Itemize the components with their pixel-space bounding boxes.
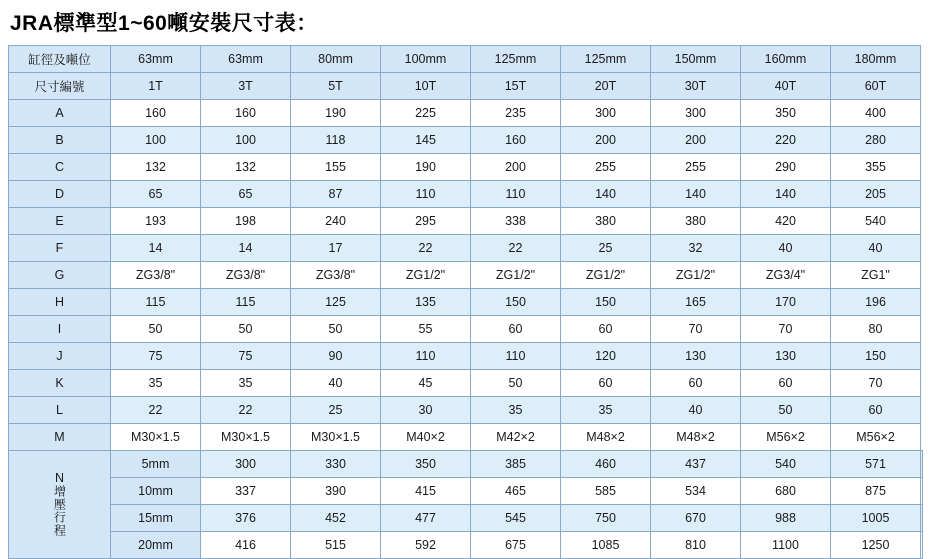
- table-cell: 477: [381, 505, 471, 532]
- table-row: [9, 262, 923, 289]
- table-cell: M56×2: [831, 424, 921, 451]
- table-cell: 120: [561, 343, 651, 370]
- table-cell: 437: [651, 451, 741, 478]
- table-cell: 160: [111, 100, 201, 127]
- table-cell: 155: [291, 154, 381, 181]
- table-cell: 240: [291, 208, 381, 235]
- table-cell: 300: [201, 451, 291, 478]
- table-cell: 14: [201, 235, 291, 262]
- n-group-sub-label: 5mm: [111, 451, 201, 478]
- table-cell: 150: [561, 289, 651, 316]
- header-cell: 3T: [201, 73, 291, 100]
- table-cell: 100: [111, 127, 201, 154]
- table-cell: 350: [741, 100, 831, 127]
- row-label: F: [9, 235, 111, 262]
- table-cell: 415: [381, 478, 471, 505]
- table-cell: M30×1.5: [201, 424, 291, 451]
- table-row: [9, 424, 923, 451]
- n-group-sub-label: 15mm: [111, 505, 201, 532]
- row-label: L: [9, 397, 111, 424]
- table-cell: 190: [381, 154, 471, 181]
- table-cell: 22: [111, 397, 201, 424]
- n-group-letter: N: [54, 471, 65, 486]
- header-cell: 30T: [651, 73, 741, 100]
- table-cell: ZG3/8": [111, 262, 201, 289]
- table-cell: 60: [831, 397, 921, 424]
- table-cell: 380: [561, 208, 651, 235]
- table-cell: 810: [651, 532, 741, 559]
- table-cell: 115: [201, 289, 291, 316]
- table-cell: 1085: [561, 532, 651, 559]
- header-cell: 63mm: [111, 46, 201, 73]
- table-cell: 300: [651, 100, 741, 127]
- table-cell: 110: [381, 343, 471, 370]
- table-cell: 35: [471, 397, 561, 424]
- header-cell: 160mm: [741, 46, 831, 73]
- table-cell: 350: [381, 451, 471, 478]
- table-cell: 220: [741, 127, 831, 154]
- table-cell: [921, 532, 923, 559]
- table-cell: 118: [291, 127, 381, 154]
- table-cell: 875: [831, 478, 921, 505]
- table-cell: 65: [111, 181, 201, 208]
- row-label: A: [9, 100, 111, 127]
- table-row: [9, 100, 923, 127]
- table-cell: ZG1": [831, 262, 921, 289]
- table-cell: 160: [201, 100, 291, 127]
- table-cell: 25: [561, 235, 651, 262]
- table-row-n-group: [9, 478, 923, 505]
- table-row: [9, 127, 923, 154]
- table-cell: 420: [741, 208, 831, 235]
- table-cell: 515: [291, 532, 381, 559]
- table-cell: M48×2: [651, 424, 741, 451]
- header-row-label: 缸徑及噸位: [9, 46, 111, 73]
- table-cell: ZG1/2": [381, 262, 471, 289]
- table-cell: 90: [291, 343, 381, 370]
- table-cell: 571: [831, 451, 921, 478]
- n-group-sub-label: 20mm: [111, 532, 201, 559]
- table-cell: 988: [741, 505, 831, 532]
- table-cell: 100: [201, 127, 291, 154]
- table-row: [9, 208, 923, 235]
- table-row: [9, 370, 923, 397]
- table-cell: 70: [651, 316, 741, 343]
- table-cell: M42×2: [471, 424, 561, 451]
- header-cell: 60T: [831, 73, 921, 100]
- table-cell: 40: [651, 397, 741, 424]
- table-cell: 452: [291, 505, 381, 532]
- table-cell: 193: [111, 208, 201, 235]
- table-cell: 115: [111, 289, 201, 316]
- table-cell: 330: [291, 451, 381, 478]
- table-cell: 585: [561, 478, 651, 505]
- table-cell: 1100: [741, 532, 831, 559]
- table-cell: 140: [651, 181, 741, 208]
- table-cell: 235: [471, 100, 561, 127]
- table-cell: 376: [201, 505, 291, 532]
- row-label: J: [9, 343, 111, 370]
- table-cell: ZG3/4": [741, 262, 831, 289]
- header-cell: 5T: [291, 73, 381, 100]
- table-cell: 670: [651, 505, 741, 532]
- table-cell: 160: [471, 127, 561, 154]
- table-cell: 465: [471, 478, 561, 505]
- table-row-n-group: [9, 532, 923, 559]
- table-cell: [921, 478, 923, 505]
- n-group-sub-label: 10mm: [111, 478, 201, 505]
- table-cell: 675: [471, 532, 561, 559]
- row-label: M: [9, 424, 111, 451]
- table-cell: 110: [381, 181, 471, 208]
- table-cell: 460: [561, 451, 651, 478]
- table-cell: 385: [471, 451, 561, 478]
- table-cell: M30×1.5: [111, 424, 201, 451]
- table-cell: 60: [651, 370, 741, 397]
- table-cell: 165: [651, 289, 741, 316]
- table-row-n-group: [9, 451, 923, 478]
- table-cell: 280: [831, 127, 921, 154]
- table-cell: 75: [201, 343, 291, 370]
- table-cell: 32: [651, 235, 741, 262]
- table-cell: 50: [201, 316, 291, 343]
- header-cell: 180mm: [831, 46, 921, 73]
- table-cell: 1250: [831, 532, 921, 559]
- table-cell: 150: [831, 343, 921, 370]
- header-cell: 150mm: [651, 46, 741, 73]
- table-cell: 200: [471, 154, 561, 181]
- table-cell: M48×2: [561, 424, 651, 451]
- table-cell: 45: [381, 370, 471, 397]
- table-cell: 140: [741, 181, 831, 208]
- table-cell: 60: [471, 316, 561, 343]
- table-cell: 592: [381, 532, 471, 559]
- table-cell: 145: [381, 127, 471, 154]
- table-cell: 337: [201, 478, 291, 505]
- table-cell: 40: [741, 235, 831, 262]
- table-cell: 196: [831, 289, 921, 316]
- table-cell: ZG1/2": [561, 262, 651, 289]
- table-cell: 132: [111, 154, 201, 181]
- table-cell: 70: [831, 370, 921, 397]
- row-label: C: [9, 154, 111, 181]
- table-cell: 150: [471, 289, 561, 316]
- table-cell: 87: [291, 181, 381, 208]
- row-label: D: [9, 181, 111, 208]
- table-cell: 125: [291, 289, 381, 316]
- row-label: E: [9, 208, 111, 235]
- header-cell: 80mm: [291, 46, 381, 73]
- table-cell: 50: [291, 316, 381, 343]
- table-cell: 40: [831, 235, 921, 262]
- table-cell: 30: [381, 397, 471, 424]
- table-cell: 60: [741, 370, 831, 397]
- table-cell: 200: [561, 127, 651, 154]
- header-cell: 20T: [561, 73, 651, 100]
- table-cell: 680: [741, 478, 831, 505]
- table-cell: 200: [651, 127, 741, 154]
- table-cell: 295: [381, 208, 471, 235]
- table-cell: 80: [831, 316, 921, 343]
- header-cell: 63mm: [201, 46, 291, 73]
- table-cell: 540: [741, 451, 831, 478]
- table-cell: 534: [651, 478, 741, 505]
- table-cell: 60: [561, 370, 651, 397]
- table-cell: 132: [201, 154, 291, 181]
- table-cell: 22: [201, 397, 291, 424]
- table-cell: 50: [741, 397, 831, 424]
- table-cell: 190: [291, 100, 381, 127]
- table-cell: 255: [561, 154, 651, 181]
- page-title: JRA標準型1~60噸安裝尺寸表：: [10, 12, 318, 35]
- table-cell: 50: [471, 370, 561, 397]
- table-row: [9, 154, 923, 181]
- specification-table: [8, 45, 923, 559]
- header-cell: 100mm: [381, 46, 471, 73]
- table-cell: 75: [111, 343, 201, 370]
- table-cell: 60: [561, 316, 651, 343]
- table-cell: ZG1/2": [651, 262, 741, 289]
- header-cell: 40T: [741, 73, 831, 100]
- table-row: [9, 181, 923, 208]
- table-cell: 300: [561, 100, 651, 127]
- table-row: [9, 343, 923, 370]
- table-cell: 22: [471, 235, 561, 262]
- table-cell: ZG3/8": [291, 262, 381, 289]
- table-cell: 1005: [831, 505, 921, 532]
- table-cell: 35: [111, 370, 201, 397]
- table-cell: M56×2: [741, 424, 831, 451]
- spec-table-container: [0, 37, 931, 559]
- table-row-n-group: [9, 505, 923, 532]
- row-label: B: [9, 127, 111, 154]
- header-cell: 125mm: [561, 46, 651, 73]
- table-cell: 50: [111, 316, 201, 343]
- table-cell: [921, 451, 923, 478]
- table-cell: 110: [471, 181, 561, 208]
- table-cell: 35: [201, 370, 291, 397]
- table-cell: 40: [291, 370, 381, 397]
- table-cell: 25: [291, 397, 381, 424]
- n-group-label: [9, 451, 111, 559]
- table-cell: 205: [831, 181, 921, 208]
- table-cell: ZG3/8": [201, 262, 291, 289]
- table-cell: 65: [201, 181, 291, 208]
- table-cell: 130: [651, 343, 741, 370]
- table-cell: 380: [651, 208, 741, 235]
- table-cell: 70: [741, 316, 831, 343]
- table-cell: 110: [471, 343, 561, 370]
- table-cell: 225: [381, 100, 471, 127]
- table-cell: 255: [651, 154, 741, 181]
- table-header-row: [9, 73, 923, 100]
- table-cell: 170: [741, 289, 831, 316]
- table-cell: 17: [291, 235, 381, 262]
- table-cell: 416: [201, 532, 291, 559]
- table-cell: ZG1/2": [471, 262, 561, 289]
- table-cell: 140: [561, 181, 651, 208]
- n-group-vertical-label: 增壓行程: [52, 485, 67, 538]
- row-label: G: [9, 262, 111, 289]
- header-cell: 1T: [111, 73, 201, 100]
- table-cell: [921, 505, 923, 532]
- table-cell: 22: [381, 235, 471, 262]
- table-row: [9, 397, 923, 424]
- row-label: I: [9, 316, 111, 343]
- table-body: [9, 46, 923, 559]
- header-cell: 15T: [471, 73, 561, 100]
- header-cell: 10T: [381, 73, 471, 100]
- table-cell: M30×1.5: [291, 424, 381, 451]
- table-cell: 545: [471, 505, 561, 532]
- table-row: [9, 289, 923, 316]
- header-row-label: 尺寸編號: [9, 73, 111, 100]
- table-cell: 290: [741, 154, 831, 181]
- table-cell: 55: [381, 316, 471, 343]
- table-cell: 338: [471, 208, 561, 235]
- table-row: [9, 235, 923, 262]
- table-cell: 198: [201, 208, 291, 235]
- table-cell: 14: [111, 235, 201, 262]
- table-row: [9, 316, 923, 343]
- table-cell: 130: [741, 343, 831, 370]
- table-cell: 750: [561, 505, 651, 532]
- table-header-row: [9, 46, 923, 73]
- table-cell: 390: [291, 478, 381, 505]
- row-label: K: [9, 370, 111, 397]
- table-cell: 540: [831, 208, 921, 235]
- table-cell: 35: [561, 397, 651, 424]
- table-cell: 400: [831, 100, 921, 127]
- header-cell: 125mm: [471, 46, 561, 73]
- row-label: H: [9, 289, 111, 316]
- table-cell: M40×2: [381, 424, 471, 451]
- table-cell: 135: [381, 289, 471, 316]
- table-cell: 355: [831, 154, 921, 181]
